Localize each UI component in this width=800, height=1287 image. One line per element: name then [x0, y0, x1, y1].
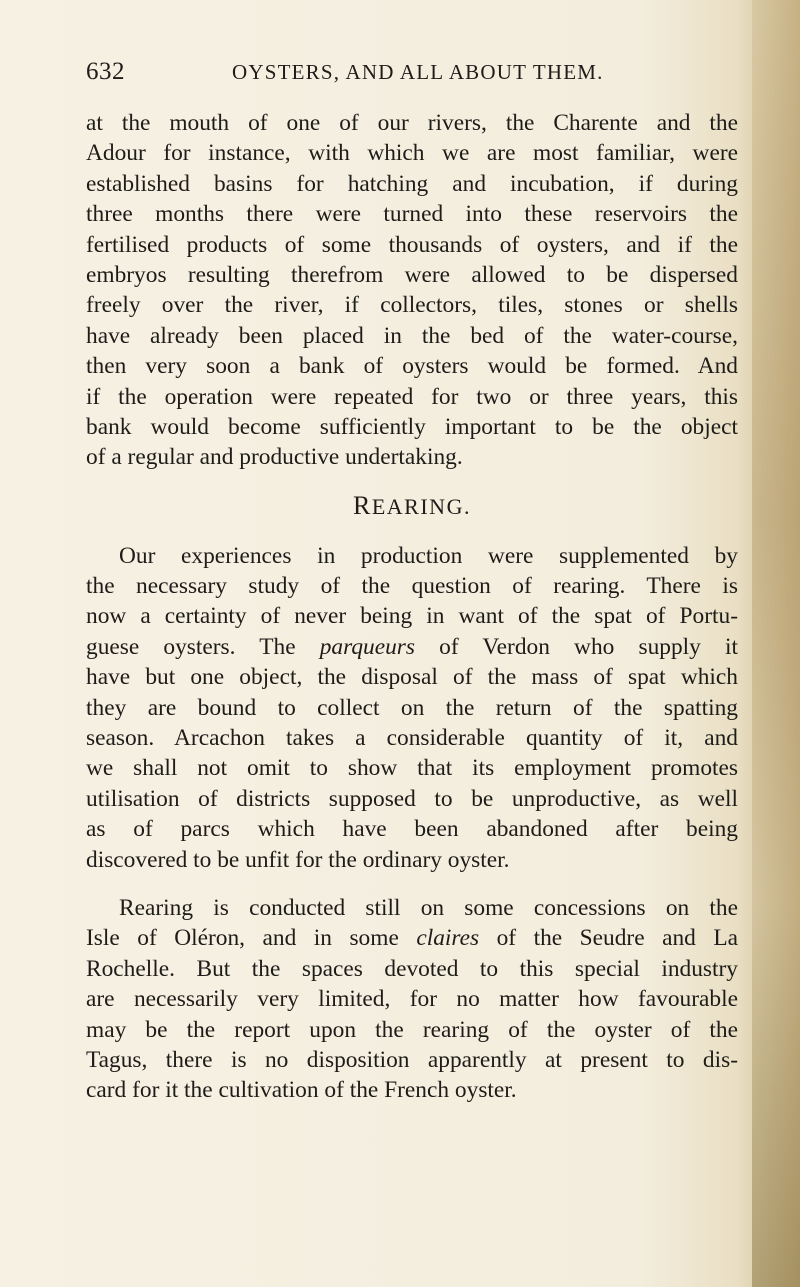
- text-line: Rochelle. But the spaces devoted to this special industry: [86, 955, 738, 982]
- text-line: bank would become sufficiently important to be the object: [86, 413, 738, 440]
- text-line: of a regular and productive undertaking.: [86, 444, 463, 471]
- text-line: now a certainty of never being in want of the spat of Portu-: [86, 603, 738, 630]
- paragraph-3: [86, 893, 738, 1106]
- running-title: OYSTERS, AND ALL ABOUT THEM.: [232, 60, 604, 84]
- text-line: card for it the cultivation of the French oyster.: [86, 1077, 517, 1104]
- text-line: we shall not omit to show that its employment promotes: [86, 755, 738, 782]
- text-line: Rearing is conducted still on some concessions on the: [119, 894, 738, 921]
- text-line: [86, 632, 738, 662]
- text-line: freely over the river, if collectors, tiles, stones or shells: [86, 292, 738, 319]
- text-line: established basins for hatching and incubation, if during: [86, 170, 738, 197]
- text-line: have but one object, the disposal of the mass of spat which: [86, 664, 738, 691]
- paragraph-spacer: [86, 875, 738, 893]
- text-line: may be the report upon the rearing of the oyster of the: [86, 1016, 738, 1043]
- text-line: embryos resulting therefrom were allowed to be dispersed: [86, 261, 738, 288]
- text-line: then very soon a bank of oysters would be formed. And: [86, 353, 738, 380]
- text-line: are necessarily very limited, for no matter how favourable: [86, 986, 738, 1013]
- text-segment: of the Seudre and La: [479, 925, 738, 952]
- running-head: [86, 58, 736, 92]
- page-body: [86, 108, 738, 1106]
- text-line: at the mouth of one of our rivers, the Charente and the: [86, 110, 738, 136]
- text-line: season. Arcachon takes a considerable quantity of it, and: [86, 725, 738, 752]
- text-line: the necessary study of the question of rearing. There is: [86, 573, 738, 600]
- text-segment: of Verdon who supply it: [415, 633, 738, 660]
- text-line: Adour for instance, with which we are most familiar, were: [86, 140, 738, 167]
- page-edge-stain: [752, 0, 800, 1287]
- heading-initial: R: [353, 490, 372, 520]
- text-segment: guese oysters. The: [86, 633, 320, 660]
- italic-term-claires: claires: [416, 925, 480, 952]
- text-line: discovered to be unfit for the ordinary oyster.: [86, 846, 510, 873]
- paragraph-1: [86, 108, 738, 473]
- page-number: 632: [86, 58, 125, 85]
- text-line: Tagus, there is no disposition apparently at present to dis-: [86, 1046, 738, 1073]
- text-line: fertilised products of some thousands of oysters, and if the: [86, 231, 738, 258]
- section-heading-rearing: [86, 491, 738, 521]
- text-line: [86, 923, 738, 953]
- italic-term-parqueurs: parqueurs: [319, 633, 416, 660]
- text-line: if the operation were repeated for two or three years, this: [86, 383, 738, 410]
- text-line: three months there were turned into these reservoirs the: [86, 201, 738, 228]
- text-line: have already been placed in the bed of the water-course,: [86, 322, 738, 349]
- text-line: Our experiences in production were supplemented by: [119, 542, 738, 569]
- text-line: utilisation of districts supposed to be unproductive, as well: [86, 785, 738, 812]
- text-line: they are bound to collect on the return of the spatting: [86, 694, 738, 721]
- text-line: as of parcs which have been abandoned after being: [86, 816, 738, 843]
- text-segment: Isle of Oléron, and in some: [86, 925, 417, 952]
- paragraph-2: [86, 541, 738, 875]
- heading-rest: EARING.: [371, 493, 471, 519]
